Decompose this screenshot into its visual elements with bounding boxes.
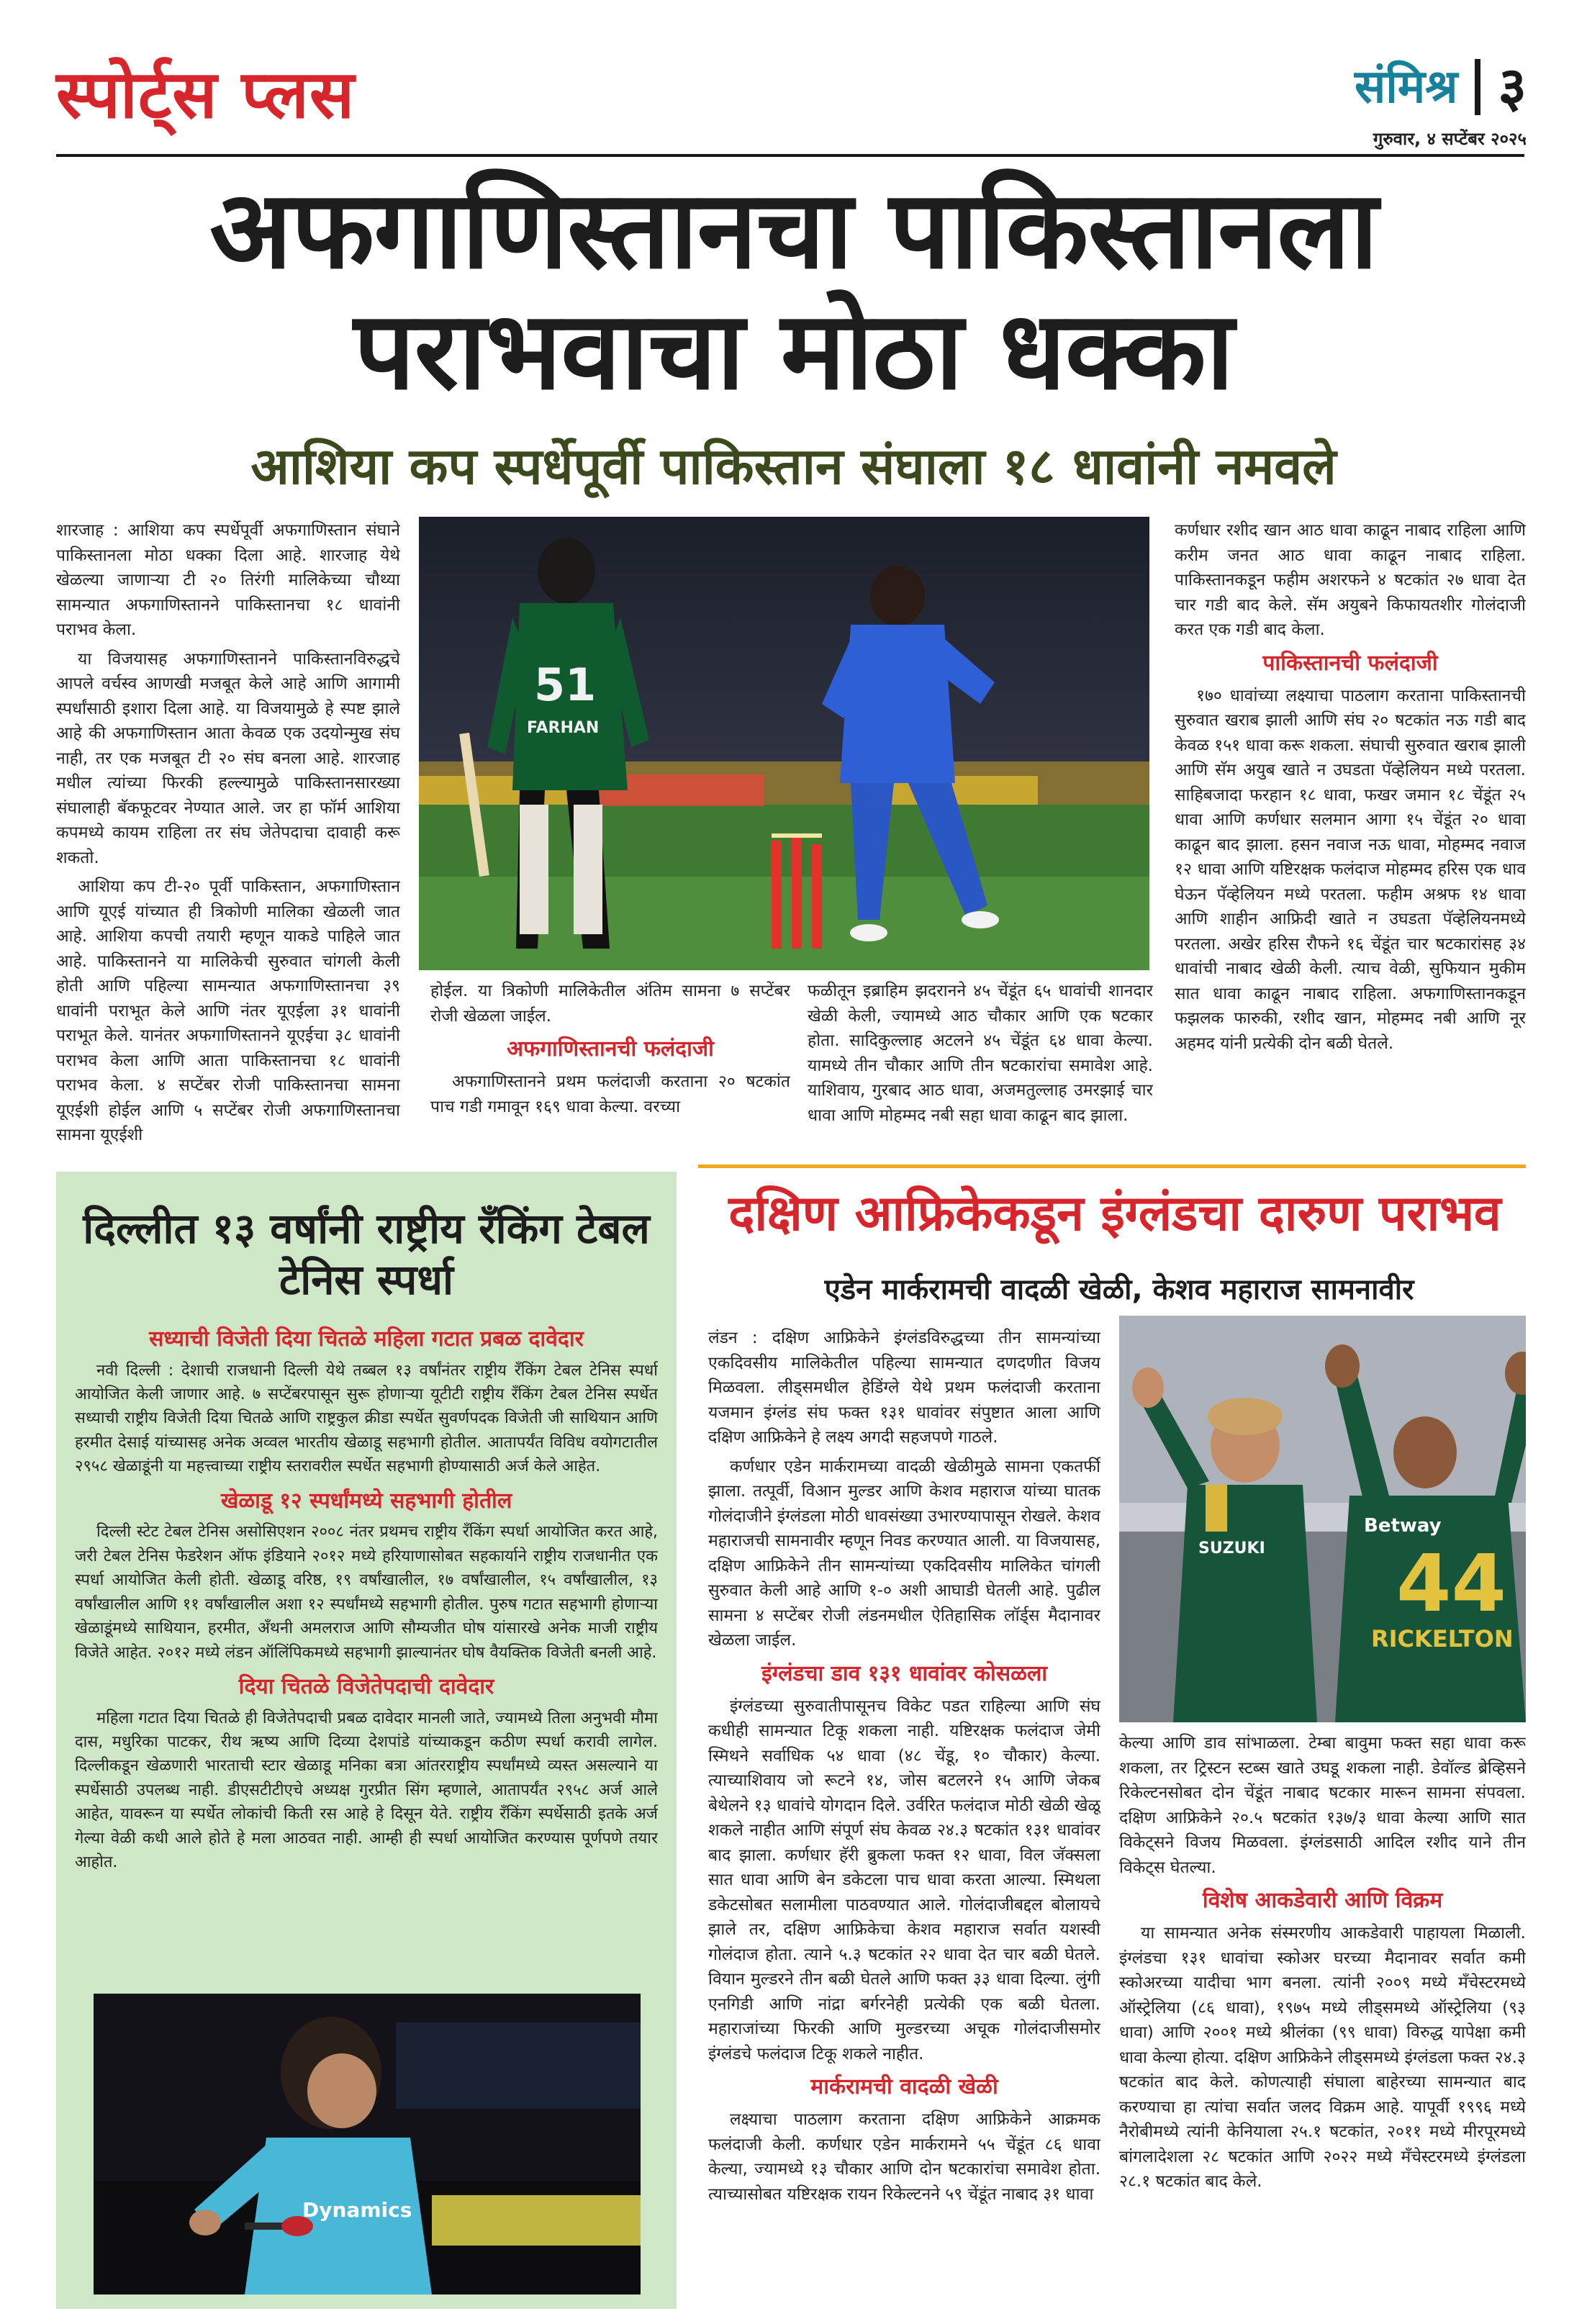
lead-paragraph: शारजाह : आशिया कप स्पर्धेपूर्वी अफगाणिस्तान संघाने पाकिस्तानला मोठा धक्का दिला आहे. शारजाह येथे खेळल्या जाणाऱ्या टी २० तिरंगी मालिकेच्या चौथ्या सामन्यात अफगाणिस्तानने पाकिस्तानचा १८ धावांनी पराभव केला. (56, 521, 400, 639)
dateline: गुरुवार, ४ सप्टेंबर २०२५ (1373, 129, 1527, 149)
sa-subheading-markram: मार्करामची वादळी खेळी (810, 2074, 998, 2099)
tt-story-title: दिल्लीत १३ वर्षांनी राष्ट्रीय रँकिंग टेबल टेनिस स्पर्धा (83, 1204, 650, 1304)
lead-column-2 (430, 979, 790, 1152)
stumps-broken (772, 833, 822, 949)
sa-paragraph: कर्णधार एडेन मार्करामच्या वादळी खेळीमुळे सामना एकतर्फी झाला. तत्पूर्वी, विआन मुल्डर आणि केशव महाराज यांच्या घातक गोलंदाजीने इंग्लंडला मोठी धावसंख्या उभारण्यापासून रोखले. केशव महाराजची सामनावीर म्हणून निवड करण्यात आली. या विजयासह, दक्षिण आफ्रिकेने तीन सामन्यांच्या एकदिवसीय मालिकेत चांगली सुरुवात केली आहे आणि १-० अशी आघाडी घेतली आहे. पुढील सामना ४ सप्टेंबर रोजी लंडनमधील ऐतिहासिक लॉर्ड्स मैदानावर खेळला जाईल. (708, 1457, 1100, 1650)
lead-column-4 (1175, 518, 1526, 1152)
lead-paragraph: होईल. या त्रिकोणी मालिकेतील अंतिम सामना ७ सप्टेंबर रोजी खेळला जाईल. (430, 982, 790, 1026)
lead-subheading-pak-batting: पाकिस्तानची फलंदाजी (1262, 650, 1438, 676)
section-rule (698, 1165, 1526, 1168)
sa-photo (1119, 1316, 1526, 1722)
tt-subheading-1: सध्याची विजेती दिया चितळे महिला गटात प्रबळ दावेदार (149, 1326, 584, 1352)
tt-subheading-3: दिया चितळे विजेतेपदाची दावेदार (238, 1674, 494, 1699)
jersey-name: FARHAN (527, 719, 600, 737)
sa-paragraph: या सामन्यात अनेक संस्मरणीय आकडेवारी पाहायला मिळाली. इंग्लंडचा १३१ धावांचा स्कोअर घरच्या मैदानावर सर्वात कमी स्कोअरच्या यादीचा भाग बनला. त्यांनी २००९ मध्ये मँचेस्टरमध्ये ऑस्ट्रेलिया (८६ धावा), १९७५ मध्ये लीड्समध्ये ऑस्ट्रेलिया (९३ धावा) आणि २००१ मध्ये श्रीलंका (९९ धावा) विरुद्ध यापेक्षा कमी धावा केल्या होत्या. दक्षिण आफ्रिकेने लीड्समध्ये इंग्लंडला फक्त २४.३ षटकांत बाद केले. कोणत्याही संघाला बाहेरच्या सामन्यात बाद करण्याचा हा त्यांचा सर्वात जलद विक्रम आहे. यापूर्वी १९९६ मध्ये नैरोबीमध्ये त्यांनी केनियाला २५.१ षटकांत, २०११ मध्ये मीरपूरमध्ये बांगलादेशला २८ षटकांत आणि २०२२ मध्ये मँचेस्टरमध्ये इंग्लंडला २८.१ षटकांत बाद केले. (1119, 1924, 1526, 2191)
lead-photo (419, 517, 1149, 970)
brand-logo: स्पोर्ट्स प्लस (56, 56, 356, 133)
headline-line-1: अफगाणिस्तानचा पाकिस्तानला (209, 168, 1378, 293)
sa-jersey-number: 44 (1396, 1537, 1507, 1629)
sa-subheading-records: विशेष आकडेवारी आणि विक्रम (1202, 1888, 1443, 1913)
tt-paragraph: महिला गटात दिया चितळे ही विजेतेपदाची प्रबळ दावेदार मानली जाते, ज्यामध्ये तिला अनुभवी मौमा दास, मधुरिका पाटकर, रीथ ऋष्य आणि दिव्या देशपांडे यांच्याकडून कठीण स्पर्धा करावी लागेल. दिल्लीकडून खेळणारी भारताची स्टार खेळाडू मनिका बत्रा आंतरराष्ट्रीय स्पर्धांमध्ये व्यस्त असल्याने या स्पर्धेसाठी उपलब्ध नाही. डीएसटीटीएचे अध्यक्ष गुरप्रीत सिंग म्हणाले, आतापर्यंत २९५८ अर्ज आले आहेत, यावरून या स्पर्धेत लोकांची किती रस आहे हे दिसून येते. राष्ट्रीय रँकिंग स्पर्धेसाठी इतके अर्ज गेल्या वेळी कधी आले होते हे मला आठवत नाही. आम्ही ही स्पर्धा आयोजित करण्यास पूर्णपणे तयार आहोत. (75, 1709, 658, 1872)
page-number: ३ (1498, 55, 1527, 119)
tt-paragraph: दिल्ली स्टेट टेबल टेनिस असोसिएशन २००८ नंतर प्रथमच राष्ट्रीय रँकिंग स्पर्धा आयोजित करत आहे, जरी टेबल टेनिस फेडरेशन ऑफ इंडियाने २०१२ मध्ये हरियाणासोबत सहकार्याने राष्ट्रीय राजधानीत एक स्पर्धा आयोजित केली होती. खेळाडू वरिष्ठ, १९ वर्षांखालील, १७ वर्षांखालील, १५ वर्षांखालील, १३ वर्षांखालील आणि ११ वर्षांखालील अशा १२ स्पर्धांमध्ये सहभागी होतील. पुरुष गटात सहभागी होणाऱ्या खेळाडूंमध्ये साथियान, हरमीत, अँथनी अमलराज आणि सौम्यजीत घोष यांसारखे अनेक माजी राष्ट्रीय विजेते आहेत. २०१२ मध्ये लंडन ऑलिंपिकमध्ये सहभागी झाल्यानंतर घोष वैयक्तिक विजेती बनली आहे. (75, 1523, 658, 1662)
lead-headline (43, 170, 1544, 412)
sa-paragraph: केल्या आणि डाव सांभाळला. टेम्बा बावुमा फक्त सहा धावा करू शकला, तर ट्रिस्टन स्टब्स खाते उघडू शकला नाही. डेवॉल्ड ब्रेव्हिसने रिकेल्टनसोबत दोन चेंडूंत नाबाद षटकार मारून सामना संपवला. दक्षिण आफ्रिकेने २०.५ षटकांत १३७/३ धावा केल्या आणि सात विकेट्सने विजय मिळवला. इंग्लंडसाठी आदिल रशीद याने तीन विकेट्स घेतल्या. (1119, 1734, 1526, 1877)
lead-subheading-afghan-batting: अफगाणिस्तानची फलंदाजी (507, 1036, 714, 1062)
sa-subheading-england-collapse: इंग्लंडचा डाव १३१ धावांवर कोसळला (761, 1660, 1048, 1686)
sa-jersey-name: RICKELTON (1371, 1625, 1514, 1652)
lead-paragraph: आशिया कप टी-२० पूर्वी पाकिस्तान, अफगाणिस्तान आणि यूएई यांच्यात ही त्रिकोणी मालिका खेळली जात आहे. आशिया कपची तयारी म्हणून याकडे पाहिले जात आहे. पाकिस्तानने या मालिकेची सुरुवात चांगली केली होती आणि पहिल्या सामन्यात अफगाणिस्तानचा ३९ धावांनी पराभूत केले आणि नंतर यूएईला ३१ धावांनी पराभूत केले. यानंतर अफगाणिस्तानने यूएईचा ३८ धावांनी पराभव केला आणि आता पाकिस्तानचा १८ धावांनी पराभव केला. ४ सप्टेंबर रोजी पाकिस्तानचा सामना यूएईशी होईल आणि ५ सप्टेंबर रोजी अफगाणिस्तानचा सामना यूएईशी (56, 877, 400, 1144)
tt-subheading-2: खेळाडू १२ स्पर्धांमध्ये सहभागी होतील (220, 1488, 512, 1514)
lead-column-3 (808, 979, 1153, 1152)
tt-story-body (75, 1323, 658, 1978)
lead-paragraph: १७० धावांच्या लक्ष्याचा पाठलाग करताना पाकिस्तानची सुरुवात खराब झाली आणि संघ २० षटकांत नऊ गडी बाद केवळ १५१ धावा करू शकला. संघाची सुरुवात खराब झाली आणि सॅम अयुब खाते न उघडता पॅव्हेलियन मध्ये परतला. साहिबजादा फरहान १८ धावा, फखर जमान १८ चेंडूंत २५ धावा आणि कर्णधार सलमान आगा १५ चेंडूंत २० धावा काढून बाद झाला. हसन नवाज नऊ धावा, मोहम्मद नवाज १२ धावा आणि यष्टिरक्षक फलंदाज मोहम्मद हरिस एक धाव घेऊन पॅव्हेलियन मध्ये परतला. फहीम अश्रफ १४ धावा आणि शाहीन आफ्रिदी खाते न उघडता पॅव्हेलियनमध्ये परतला. अखेर हरिस रौफने १६ चेंडूंत चार षटकारांसह ३४ धावांची नाबाद खेळी केली. त्याच वेळी, सुफियान मुकीम सात धावा काढून नाबाद राहिला. अफगाणिस्तानकडून फझलक फारुकी, रशीद खान, मोहम्मद नबी आणि नूर अहमद यांनी प्रत्येकी दोन बळी घेतले. (1175, 686, 1526, 1053)
lead-column-1 (56, 518, 400, 1152)
sa-story-title: दक्षिण आफ्रिकेकडून इंग्लंडचा दारुण पराभव (728, 1185, 1501, 1242)
sa-story-subtitle: एडेन मार्करामची वादळी खेळी, केशव महाराज सामनावीर (824, 1273, 1414, 1306)
headline-line-2: पराभवाचा मोठा धक्का (353, 289, 1234, 414)
jersey-number: 51 (534, 659, 597, 711)
lead-paragraph: अफगाणिस्तानने प्रथम फलंदाजी करताना २० षटकांत पाच गडी गमावून १६९ धावा केल्या. वरच्या (430, 1072, 790, 1116)
header-rule (56, 154, 1524, 157)
lead-paragraph: फळीतून इब्राहिम झदरानने ४५ चेंडूंत ६५ धावांची शानदार खेळी केली, ज्यामध्ये आठ चौकार आणि एक षटकार होता. सादिकुल्लाह अटलने ४५ चेंडूंत ६४ धावा केल्या. यामध्ये तीन चौकार आणि तीन षटकारांचा समावेश आहे. याशिवाय, गुरबाद आठ धावा, अजमतुल्लाह उमरझाई चार धावा आणि मोहम्मद नबी सहा धावा काढून बाद झाला. (808, 982, 1153, 1125)
lead-paragraph: या विजयासह अफगाणिस्तानने पाकिस्तानविरुद्धचे आपले वर्चस्व आणखी मजबूत केले आहे आणि आगामी स्पर्धांसाठी इशारा दिला आहे. या विजयामुळे हे स्पष्ट झाले आहे की अफगाणिस्तान आता केवळ एक उदयोन्मुख संघ नाही, तर एक मजबूत टी २० संघ बनला आहे. शारजाह मधील त्यांच्या फिरकी हल्ल्यामुळे पाकिस्तानसारख्या संघालाही बॅकफूटवर नेण्यात आले. जर हा फॉर्म आशिया कपमध्ये कायम राहिला तर संघ जेतेपदाचा दावाही करू शकतो. (56, 649, 400, 867)
sa-jersey-logo: SUZUKI (1198, 1539, 1265, 1557)
sa-left-column (708, 1326, 1100, 2309)
section-name: संमिश्र (1355, 60, 1458, 114)
tt-paragraph: नवी दिल्ली : देशाची राजधानी दिल्ली येथे तब्बल १३ वर्षांनंतर राष्ट्रीय रँकिंग टेबल टेनिस स्पर्धा आयोजित केली जाणार आहे. ७ सप्टेंबरपासून सुरू होणाऱ्या यूटीटी राष्ट्रीय रँकिंग टेबल टेनिस स्पर्धेत सध्याची राष्ट्रीय विजेती दिया चितळे आणि राष्ट्रकुल क्रीडा स्पर्धेत सुवर्णपदक विजेती जी साथियान आणि हरमीत देसाई यांच्यासह अनेक अव्वल भारतीय खेळाडू सहभागी होतील. आतापर्यंत विविध वयोगटातील २९५८ खेळाडूंनी या महत्त्वाच्या राष्ट्रीय स्तरावरील स्पर्धेत सहभागी होण्यासाठी अर्ज केले आहेत. (75, 1361, 658, 1476)
sa-paragraph: लंडन : दक्षिण आफ्रिकेने इंग्लंडविरुद्धच्या तीन सामन्यांच्या एकदिवसीय मालिकेतील पहिल्या सामन्यात दणदणीत विजय मिळवला. लीड्समधील हेडिंग्ले येथे प्रथम फलंदाजी करताना यजमान इंग्लंड संघ फक्त १३१ धावांवर संपुष्टात आला आणि दक्षिण आफ्रिकेने हे लक्ष्य अगदी सहजपणे गाठले. (708, 1329, 1100, 1447)
lead-paragraph: कर्णधार रशीद खान आठ धावा काढून नाबाद राहिला आणि करीम जनत आठ धावा काढून नाबाद राहिला. पाकिस्तानकडून फहीम अशरफने ४ षटकांत २७ धावा देत चार गडी बाद केले. सॅम अयुबने किफायतशीर गोलंदाजी करत एक गडी बाद केला. (1175, 521, 1526, 639)
section-label-group (1355, 55, 1527, 119)
sa-jersey-sponsor: Betway (1364, 1515, 1442, 1537)
tt-jersey-text: Dynamics (302, 2198, 412, 2222)
divider (1475, 59, 1480, 115)
tt-photo (94, 1994, 641, 2294)
sa-paragraph: लक्ष्याचा पाठलाग करताना दक्षिण आफ्रिकेने आक्रमक फलंदाजी केली. कर्णधार एडेन मार्करामने ५५ चेंडूंत ८६ धावा केल्या, ज्यामध्ये १३ चौकार आणि दोन षटकारांचा समावेश होता. त्याच्यासोबत यष्टिरक्षक रायन रिकेल्टनने ५९ चेंडूंत नाबाद ३१ धावा (708, 2110, 1100, 2204)
sa-right-column (1119, 1731, 1526, 2310)
sa-paragraph: इंग्लंडच्या सुरुवातीपासूनच विकेट पडत राहिल्या आणि संघ कधीही सामन्यात टिकू शकला नाही. यष्टिरक्षक फलंदाज जेमी स्मिथने सर्वाधिक ५४ धावा (४८ चेंडू, १० चौकार) केल्या. त्याच्याशिवाय जो रूटने १४, जोस बटलरने १५ आणि जेकब बेथेलने १३ धावांचे योगदान दिले. उर्वरित फलंदाज मोठी खेळी खेळू शकले नाहीत आणि संपूर्ण संघ केवळ २४.३ षटकांत १३१ धावांवर बाद झाला. कर्णधार हॅरी ब्रुकला फक्त १२ धावा, विल जॅक्सला सात धावा आणि बेन डकेटला पाच धावा करता आल्या. स्मिथला डकेटसोबत सलामीला पाठवण्यात आले. गोलंदाजीबद्दल बोलायचे झाले तर, दक्षिण आफ्रिकेचा केशव महाराज सर्वात यशस्वी गोलंदाज होता. त्याने ५.३ षटकांत २२ धावा देत चार बळी घेतले. वियान मुल्डरने तीन बळी घेतले आणि फक्त ३३ धावा दिल्या. लुंगी एनगिडी आणि नांद्रा बर्गरनेही प्रत्येकी एक बळी घेतला. महाराजांच्या फिरकी आणि मुल्डरच्या अचूक गोलंदाजीसमोर इंग्लंडचे फलंदाज टिकू शकले नाहीत. (708, 1696, 1100, 2063)
lead-subheadline: आशिया कप स्पर्धेपूर्वी पाकिस्तान संघाला १८ धावांनी नमवले (250, 437, 1337, 496)
